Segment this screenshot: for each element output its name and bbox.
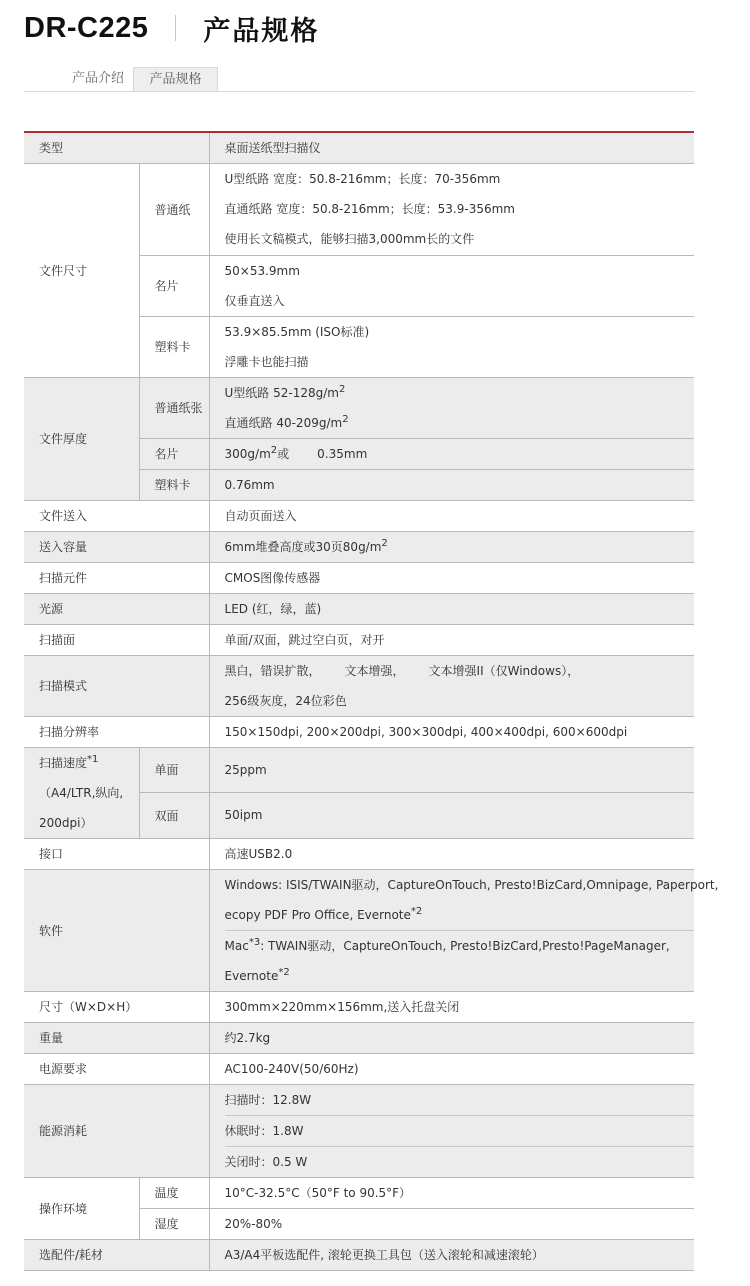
table-row [24,1022,694,1053]
spec-value: 10°C-32.5°C（50°F to 90.5°F） [209,1177,694,1208]
title-divider [175,15,176,41]
spec-label: 重量 [24,1022,209,1053]
spec-sublabel: 单面 [139,747,209,792]
spec-value: 150×150dpi, 200×200dpi, 300×300dpi, 400×400dpi, 600×600dpi [209,716,694,747]
spec-value: ecopy PDF Pro Office, Evernote [224,907,411,922]
spec-value: Evernote [224,968,279,983]
spec-value: 20%-80% [209,1208,694,1239]
table-row [24,1239,694,1270]
spec-value: 关闭时：0.5 W [225,1146,695,1177]
spec-label: 送入容量 [24,531,209,562]
spec-value: 或 [277,447,290,461]
spec-value: 直通纸路 40-209g/m [224,415,343,430]
spec-sublabel: 名片 [139,255,209,316]
model-name: DR-C225 [24,11,149,44]
spec-value: 黑白，错误扩散， [224,663,321,678]
spec-label: 能源消耗 [24,1084,209,1177]
spec-value: 50×53.9mm [224,263,300,278]
spec-value: 浮雕卡也能扫描 [224,354,309,369]
spec-value: 自动页面送入 [209,500,694,531]
spec-label: 扫描元件 [24,562,209,593]
spec-value: 休眠时：1.8W [225,1115,695,1146]
table-row [24,716,694,747]
spec-value: 50ipm [209,792,694,838]
spec-value: 25ppm [209,747,694,792]
spec-value: 仅垂直送入 [224,293,285,308]
spec-value: 256级灰度，24位彩色 [224,693,347,708]
spec-value: A3/A4平板选配件, 滚轮更换工具包（送入滚轮和减速滚轮） [209,1239,694,1270]
superscript: 2 [270,445,278,456]
page-title: 产品规格 [203,15,320,47]
spec-label: （A4/LTR,纵向, [39,785,124,800]
table-row [24,624,694,655]
spec-label: 选配件/耗材 [24,1239,209,1270]
spec-value: 直通纸路 宽度：50.8-216mm；长度：53.9-356mm [224,202,515,216]
table-row [24,562,694,593]
spec-sublabel: 塑料卡 [139,469,209,500]
footnote-mark: *2 [410,905,423,917]
spec-sublabel: 塑料卡 [139,316,209,377]
spec-label: 软件 [24,869,209,991]
spec-sublabel: 普通纸 [139,163,209,255]
table-row [24,593,694,624]
spec-value: AC100-240V(50/60Hz) [209,1053,694,1084]
spec-value: 300g/m [224,447,271,461]
spec-value: 高速USB2.0 [209,838,694,869]
table-row [24,1177,694,1208]
spec-value: LED (红，绿，蓝) [209,593,694,624]
spec-value: 0.35mm [317,447,368,461]
table-row [24,163,694,255]
table-row [24,655,694,716]
spec-label: 尺寸（W×D×H） [24,991,209,1022]
spec-value: 单面/双面，跳过空白页，对开 [209,624,694,655]
spec-label: 扫描分辨率 [24,716,209,747]
spec-label: 扫描速度 [39,755,88,770]
spec-table [24,131,719,1271]
spec-sublabel: 双面 [139,792,209,838]
footnote-mark: *1 [87,753,99,765]
spec-label: 扫描模式 [24,655,209,716]
tab-bar [24,67,694,92]
spec-value: Windows: ISIS/TWAIN驱动，CaptureOnTouch, Presto!BizCard,Omnipage, Paperport, [224,877,719,892]
table-row [24,500,694,531]
table-row [24,1053,694,1084]
table-row [24,132,694,163]
spec-sublabel: 名片 [139,438,209,469]
spec-label: 文件尺寸 [24,163,139,377]
spec-value: U型纸路 52-128g/m [224,385,339,400]
spec-value: U型纸路 宽度：50.8-216mm；长度：70-356mm [224,172,501,186]
table-row [24,991,694,1022]
spec-value: 约2.7kg [209,1022,694,1053]
spec-label: 200dpi） [39,815,93,830]
spec-value: 300mm×220mm×156mm,送入托盘关闭 [209,991,694,1022]
spec-value: 6mm堆叠高度或30页80g/m [224,540,382,554]
spec-value: 53.9×85.5mm (ISO标准) [224,324,370,339]
table-row [24,869,694,991]
footnote-mark: *3 [248,936,261,948]
spec-label: 文件厚度 [24,377,139,500]
spec-value: 使用长文稿模式，能够扫描3,000mm长的文件 [224,232,475,246]
tab-product-spec[interactable]: 产品规格 [133,67,218,91]
spec-value: CMOS图像传感器 [209,562,694,593]
spec-value: 扫描时：12.8W [224,1092,312,1107]
footnote-mark: *2 [278,966,290,978]
superscript: 2 [342,413,349,425]
spec-label: 接口 [24,838,209,869]
table-row [24,747,694,792]
superscript: 2 [381,538,388,549]
table-row [24,1084,694,1177]
spec-sublabel: 普通纸张 [139,377,209,438]
spec-value: Mac [224,938,249,953]
spec-value: 桌面送纸型扫描仪 [209,132,694,163]
table-row [24,377,694,438]
spec-label: 电源要求 [24,1053,209,1084]
spec-sublabel: 湿度 [139,1208,209,1239]
spec-sublabel: 温度 [139,1177,209,1208]
spec-label: 文件送入 [24,500,209,531]
superscript: 2 [338,383,346,395]
table-row [24,531,694,562]
spec-value: : TWAIN驱动，CaptureOnTouch, Presto!BizCard,Presto!PageManager, [260,938,670,953]
spec-label: 操作环境 [24,1177,139,1239]
tab-product-intro[interactable]: 产品介绍 [71,71,124,86]
spec-label: 扫描面 [24,624,209,655]
spec-value: 文本增强， [344,663,405,678]
spec-value: 文本增强II（仅Windows）， [428,663,580,678]
page-header [24,6,319,50]
spec-label: 类型 [24,132,209,163]
table-row [24,838,694,869]
spec-value: 0.76mm [209,469,694,500]
spec-label: 光源 [24,593,209,624]
